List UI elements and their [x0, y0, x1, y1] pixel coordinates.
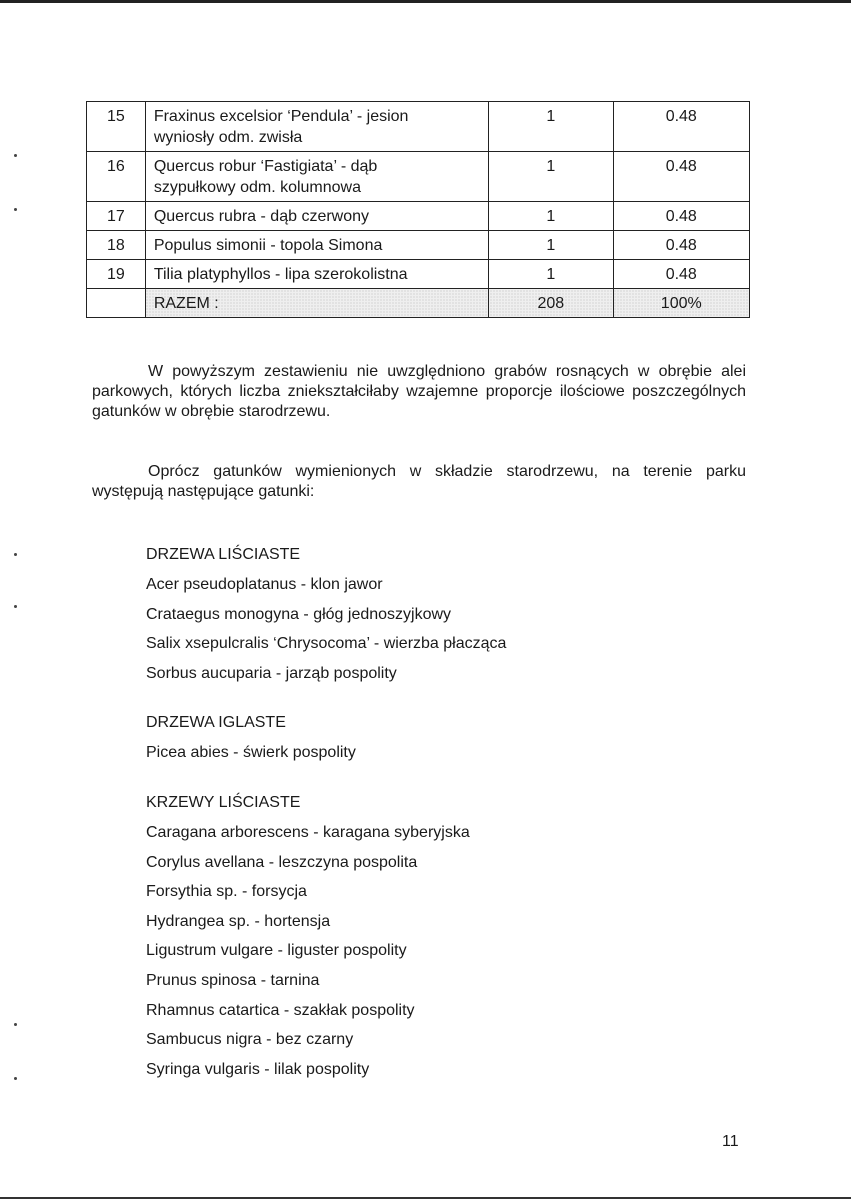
- total-label: RAZEM :: [145, 289, 488, 318]
- table-row: [87, 152, 750, 202]
- list-item: Ligustrum vulgare - liguster pospolity: [146, 942, 407, 960]
- list-item: Salix xsepulcralis ‘Chrysocoma’ - wierzba płacząca: [146, 635, 507, 653]
- species-name-line: szypułkowy odm. kolumnowa: [153, 179, 362, 196]
- species-name: [145, 202, 488, 231]
- table-row: [87, 260, 750, 289]
- row-number: 17: [87, 202, 146, 231]
- species-name-line: Fraxinus excelsior ‘Pendula’ - jesion: [153, 108, 409, 125]
- list-item: Forsythia sp. - forsycja: [146, 883, 307, 901]
- list-item: Sambucus nigra - bez czarny: [146, 1031, 354, 1049]
- list-item: Corylus avellana - leszczyna pospolita: [146, 853, 418, 871]
- note-paragraph: [92, 362, 746, 422]
- scan-mark: [14, 1077, 17, 1080]
- list-item: Sorbus aucuparia - jarząb pospolity: [146, 664, 397, 682]
- species-name: [145, 102, 488, 152]
- section-heading: DRZEWA IGLASTE: [146, 714, 286, 732]
- tree-count: 1: [489, 202, 613, 231]
- row-number: 19: [87, 260, 146, 289]
- species-section: [146, 788, 746, 1084]
- species-section: [146, 540, 746, 688]
- row-number: 16: [87, 152, 146, 202]
- percent-share: 0.48: [613, 102, 749, 152]
- species-name: [145, 152, 488, 202]
- total-count: 208: [489, 289, 613, 318]
- tree-count: 1: [489, 260, 613, 289]
- intro-paragraph: [92, 462, 746, 502]
- list-item: Prunus spinosa - tarnina: [146, 971, 320, 989]
- scan-mark: [14, 208, 17, 211]
- total-row: [87, 289, 750, 318]
- percent-share: 0.48: [613, 202, 749, 231]
- intro-paragraph-text: Oprócz gatunków wymienionych w składzie starodrzewu, na terenie parku występują następujące gatunki:: [92, 463, 746, 500]
- note-paragraph-text: W powyższym zestawieniu nie uwzględniono grabów rosnących w obrębie alei parkowych, których liczba zniekształciłaby wzajemne proporcje ilościowe poszczególnych gatunków w obrębie starodrzewu.: [92, 363, 746, 420]
- section-heading: DRZEWA LIŚCIASTE: [146, 546, 301, 563]
- table-row: [87, 231, 750, 260]
- table-row: [87, 202, 750, 231]
- scan-mark: [14, 154, 17, 157]
- species-name: [145, 231, 488, 260]
- species-lists: [146, 540, 746, 1104]
- list-item: Syringa vulgaris - lilak pospolity: [146, 1060, 370, 1078]
- species-name: [145, 260, 488, 289]
- percent-share: 0.48: [613, 152, 749, 202]
- species-name-line: Tilia platyphyllos - lipa szerokolistna: [153, 266, 408, 283]
- section-heading: KRZEWY LIŚCIASTE: [146, 793, 301, 811]
- species-name-line: Quercus rubra - dąb czerwony: [153, 208, 370, 225]
- tree-count: 1: [489, 102, 613, 152]
- percent-share: 0.48: [613, 260, 749, 289]
- page-top-edge: [0, 0, 851, 3]
- species-name-line: Quercus robur ‘Fastigiata’ - dąb: [153, 158, 378, 175]
- percent-share: 0.48: [613, 231, 749, 260]
- page-number: 11: [722, 1133, 739, 1150]
- species-table-body: [87, 102, 750, 318]
- scan-mark: [14, 1023, 17, 1026]
- tree-count: 1: [489, 152, 613, 202]
- list-item: Hydrangea sp. - hortensja: [146, 912, 331, 930]
- list-item: Crataegus monogyna - głóg jednoszyjkowy: [146, 605, 452, 623]
- species-name-line: Populus simonii - topola Simona: [153, 237, 383, 254]
- total-percent: 100%: [613, 289, 749, 318]
- scan-mark: [14, 553, 17, 556]
- species-section: [146, 708, 746, 768]
- scan-mark: [14, 605, 17, 608]
- list-item: Acer pseudoplatanus - klon jawor: [146, 576, 383, 593]
- list-item: Rhamnus catartica - szakłak pospolity: [146, 1001, 415, 1019]
- tree-count: 1: [489, 231, 613, 260]
- list-item: Picea abies - świerk pospolity: [146, 744, 356, 762]
- species-table: [86, 101, 750, 318]
- species-name-line: wyniosły odm. zwisła: [153, 129, 303, 146]
- row-number: 15: [87, 102, 146, 152]
- list-item: Caragana arborescens - karagana syberyjska: [146, 823, 470, 841]
- row-number: 18: [87, 231, 146, 260]
- table-row: [87, 102, 750, 152]
- total-row-number: [87, 289, 146, 318]
